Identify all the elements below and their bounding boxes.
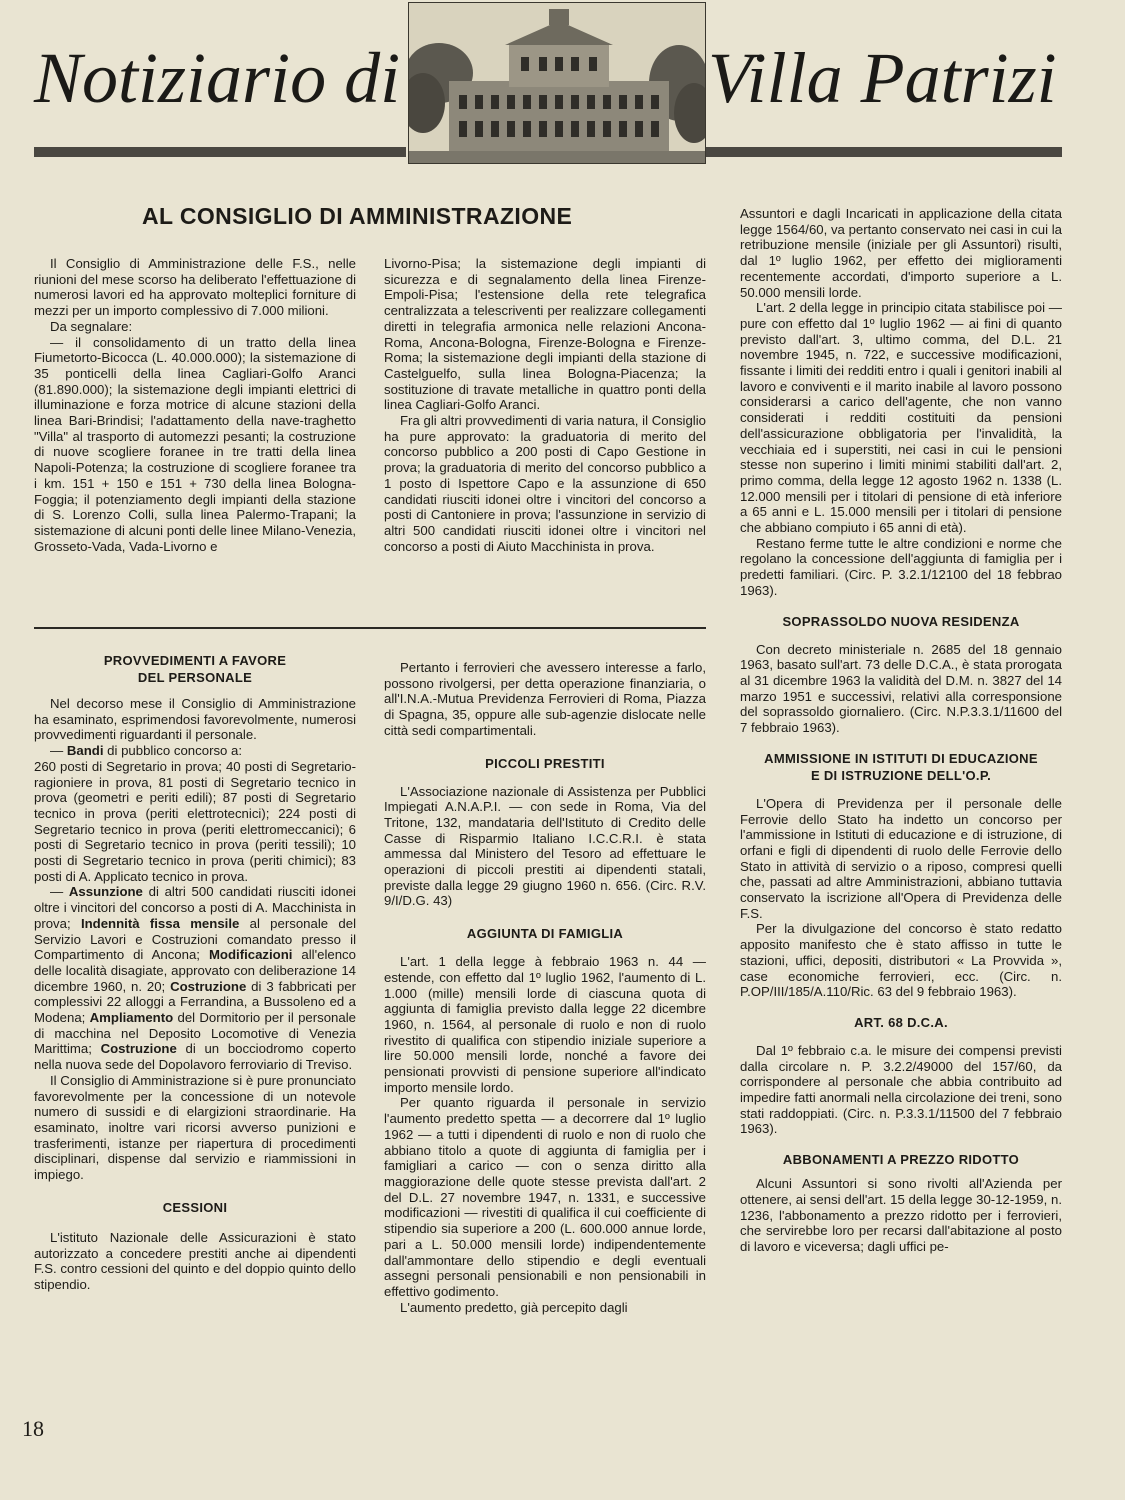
consiglio-paragraph: — il consolidamento di un tratto della linea Fiumetorto-Bicocca (L. 40.000.000); la sistemazione di 35 ponticelli della linea Cagliari-Golfo Aranci (81.890.000); la sistemazione degli impianti elettrici di illuminazione e forza motrice di alcune stazioni della linea Bari-Brindisi; l'adattamento della nave-traghetto "Villa" al trasporto di automezzi pesanti; la costruzione di nuove scogliere foranee in tre tratti della linea Napoli-Potenza; la costruzione di scogliere foranee tra i km. 151 + 150 e 151 + 730 della linea Bologna-Foggia; il potenziamento degli impianti della stazione di S. Lorenzo Colli, sulla linea Palermo-Trapani; la sistemazione di alcuni ponti delle linee Milano-Venezia, Grosseto-Vada, Vada-Livorno e bbox=[34, 334, 356, 554]
modificazioni-text: all'elenco delle località disagiate, approvato con deliberazione 14 dicembre 1960, n. 20; bbox=[34, 947, 356, 994]
provvedimenti-paragraph: Nel decorso mese il Consiglio di Amministrazione ha esaminato, esprimendosi favorevolmente, numerosi provvedimenti riguardanti il personale. bbox=[34, 696, 356, 743]
art68-heading: ART. 68 D.C.A. bbox=[854, 1014, 948, 1030]
ammissione-heading: AMMISSIONE IN ISTITUTI DI EDUCAZIONE bbox=[764, 750, 1038, 766]
bandi-list: 260 posti di Segretario in prova; 40 posti di Segretario-ragioniere in prova, 81 posti di Segretario tecnico in prova (geometri e periti edili); 87 posti di Segretario tecnico in prova (periti elettrotecnici); 224 posti di Segretario tecnico in prova (periti elettromeccanici); 6 posti di Segretario tecnico in prova (periti tessili); 10 posti di Segretario tecnico in prova (periti chimici); 83 posti di A. Applicato tecnico in prova. bbox=[34, 758, 356, 884]
provvedimenti-heading-line2: DEL PERSONALE bbox=[137, 670, 253, 685]
abbonamenti-heading: ABBONAMENTI A PREZZO RIDOTTO bbox=[782, 1152, 1020, 1168]
bandi-paragraph bbox=[34, 743, 356, 759]
pertanto-paragraph: Pertanto i ferrovieri che avessero interesse a farlo, possono rivolgersi, per detta operazione finanziaria, o all'I.N.A.-Mutua Previdenza Ferrovieri di Roma, Piazza di Spagna, 35, oppure alle sub-agenzie dislocate nelle città sedi compartimentali. bbox=[384, 660, 706, 738]
aggiunta-paragraph: Per quanto riguarda il personale in servizio l'aumento predetto spetta — a decorrere dal 1º luglio 1962 — a tutti i dipendenti di ruolo e non di ruolo che abbiano titolo a quote di aggiunta di famiglia per i famigliari a carico — con o senza diritto alla maggiorazione delle quote stesse prevista dall'art. 2 del D.L. 27 novembre 1947, n. 1331, e successive modificazioni — rivestiti di qualifica il cui coefficiente di stipendio sia superiore a 200 (L. 600.000 annue lorde, pari a L. 50.000 mensili lorde) indipendentemente dall'ammontare dello stipendio e degli eventuali assegni personali pensionabili e non pensionabili in effettivo godimento. bbox=[384, 1095, 706, 1299]
consiglio-paragraph: Il Consiglio di Amministrazione delle F.S., nelle riunioni del mese scorso ha deliberato l'effettuazione di numerosi lavori ed ha approvato molteplici forniture di mezzi per un importo complessivo di 7.000 milioni. bbox=[34, 256, 356, 319]
provvedimenti-column bbox=[34, 652, 356, 1293]
costruzione-keyword-2: Costruzione bbox=[100, 1041, 177, 1057]
middle-lower-column bbox=[384, 660, 706, 1315]
assunzione-dash: — bbox=[50, 884, 69, 900]
aggiunta-continuation: Assuntori e dagli Incaricati in applicazione della citata legge 1564/60, va pertanto conservato nei casi in cui la retribuzione mensile (iniziale per gli Assuntori) risulti, dal 1º luglio 1962, per effetto dei miglioramenti recentemente accordati, d'importo superiore a L. 50.000 mensili lorde. bbox=[740, 206, 1062, 300]
ampliamento-text: del Dormitorio per il personale di macchina nel Deposito Locomotive di Venezia Marittima; bbox=[34, 1010, 356, 1057]
provvedimenti-heading: PROVVEDIMENTI A FAVORE bbox=[103, 653, 287, 668]
assunzione-keyword: Assunzione bbox=[68, 884, 143, 900]
cessioni-paragraph: L'istituto Nazionale delle Assicurazioni è stato autorizzato a concedere prestiti anche ai dipendenti F.S. contro cessioni del quinto e del doppio quinto dello stipendio. bbox=[34, 1229, 356, 1292]
art68-paragraph: Dal 1º febbraio c.a. le misure dei compensi previsti dalla circolare n. P. 3.2.2/49000 del 157/60, da corrispondere al personale che abbia contribuito ad impedire fatti anormali nella circolazione dei treni, sono stati raddoppiati. (Circ. n. P.3.3.1/11500 del 7 febbraio 1963). bbox=[740, 1042, 1062, 1137]
provvedimenti-paragraph: Il Consiglio di Amministrazione si è pure pronunciato favorevolmente per la concessione di un notevole numero di sussidi e di elargizioni straordinarie. Ha esaminato, inoltre vari ricorsi avverso punizioni e trasferimenti, istanze per riapertura di procedimenti disciplinari, dispense dal servizio e riammissioni in impiego. bbox=[34, 1072, 356, 1183]
villa-patrizi-illustration bbox=[408, 2, 706, 164]
bocciodromo-text: di un bocciodromo coperto nella nuova sede del Dopolavoro ferroviario di Treviso. bbox=[34, 1041, 357, 1073]
aggiunta-paragraph: L'aumento predetto, già percepito dagli bbox=[400, 1299, 628, 1315]
indennita-text: al personale del Servizio Lavori e Costruzioni comandato presso il Compartimento di Ancona; bbox=[34, 915, 356, 963]
aggiunta-continuation: L'art. 2 della legge in principio citata stabilisce poi — pure con effetto dal 1º luglio 1962 — ai fini di quanto previsto dall'art. 3, ultimo comma, del D.L. 21 novembre 1945, n. 722, e successive modificazioni, fissante i limiti dei redditi entro i quali i genitori inabili al lavoro e conviventi e il marito inabile al lavoro possono considerarsi a carico dell'agente, che non vanno considerati i redditi costituiti da pensioni dell'assicurazione obbligatoria per l'invalidità, la vecchiaia ed i superstiti, nei casi in cui le pensioni stesse non superino i limiti minimi stabiliti dall'art. 2, primo comma, della legge 12 agosto 1962 n. 1338 (L. 12.000 mensili per i titolari di pensione di età inferiore a 65 anni e L. 15.000 mensili per i titolari di pensione che abbiano compiuto i 65 anni di età). bbox=[740, 300, 1062, 536]
section-divider bbox=[34, 627, 706, 629]
bandi-intro: di pubblico concorso a: bbox=[103, 743, 243, 759]
consiglio-paragraph: Da segnalare: bbox=[50, 318, 133, 334]
costruzione-keyword: Costruzione bbox=[170, 978, 247, 994]
abbonamenti-paragraph: Alcuni Assuntori si sono rivolti all'Azienda per ottenere, ai sensi dell'art. 15 della legge 30-12-1959, n. 1236, l'abbonamento a prezzo ridotto per i ferrovieri, che servirebbe loro per recarsi dall'abitazione al posto di lavoro e viceversa; dagli uffici pe- bbox=[740, 1176, 1062, 1254]
bandi-keyword: Bandi bbox=[66, 743, 104, 759]
aggiunta-continuation: Restano ferme tutte le altre condizioni e norme che regolano la concessione dell'aggiunta di famiglia per i predetti familiari. (Circ. P. 3.2.1/12100 del 18 febbrao 1963). bbox=[740, 535, 1062, 598]
ammissione-heading-line2: E DI ISTRUZIONE DELL'O.P. bbox=[810, 767, 992, 783]
consiglio-column-1 bbox=[34, 256, 356, 554]
piccoli-prestiti-heading: PICCOLI PRESTITI bbox=[485, 755, 605, 771]
bandi-dash: — bbox=[50, 743, 67, 759]
ampliamento-keyword: Ampliamento bbox=[89, 1010, 174, 1026]
piccoli-prestiti-paragraph: L'Associazione nazionale di Assistenza per Pubblici Impiegati A.N.A.P.I. — con sede in Roma, Via del Tritone, 132, mandataria dell'Istituto di Credito delle Casse di Risparmio Italiano I.C.C.R.I. è stata ammessa dal Ministero del Tesoro ad effettuare le operazioni di piccoli prestiti ai dipendenti statali, previste dalla legge 29 giugno 1960 n. 656. (Circ. R.V. 9/I/D.G. 43) bbox=[384, 783, 706, 909]
cessioni-heading: CESSIONI bbox=[162, 1199, 228, 1215]
masthead-bar-right bbox=[706, 147, 1062, 157]
masthead-bar-left bbox=[34, 147, 406, 157]
assunzione-paragraph bbox=[34, 884, 356, 1072]
aggiunta-heading: AGGIUNTA DI FAMIGLIA bbox=[466, 926, 624, 942]
ammissione-paragraph: Per la divulgazione del concorso è stato redatto apposito manifesto che è stato affisso in tutte le stazioni, uffici, depositi, distributori « La Provvida », case economiche ferrovieri, ecc. (Circ. n. P.OP/III/185/A.110/Ric. 63 del 9 febbraio 1963). bbox=[740, 921, 1062, 1000]
main-headline: AL CONSIGLIO DI AMMINISTRAZIONE bbox=[142, 203, 573, 229]
consiglio-column-2 bbox=[384, 256, 706, 554]
assunzione-text: di altri 500 candidati riusciti idonei oltre i vincitori del concorso a posti di A. Macchinista in prova; bbox=[34, 884, 356, 931]
indennita-keyword: Indennità fissa mensile bbox=[80, 915, 240, 931]
ammissione-paragraph: L'Opera di Previdenza per il personale delle Ferrovie dello Stato ha indetto un concorso per l'ammissione in Istituti di educazione e di istruzione, di orfani e figli di dipendenti di ruolo delle Ferrovie dello Stato in attività di servizio o a riposo, compresi quelli che, passati ad altre Amministrazioni, abbiano tuttavia conservato la iscrizione all'Opera di Previdenza delle F.S. bbox=[740, 795, 1062, 921]
page-number: 18 bbox=[22, 1416, 44, 1441]
masthead-title-right: Villa Patrizi bbox=[708, 38, 1057, 118]
costruzione-text: di 3 fabbricati per complessivi 22 alloggi a Ferrandina, a Bussoleno ed a Modena; bbox=[34, 978, 356, 1026]
right-column bbox=[740, 206, 1062, 1255]
soprassoldo-paragraph: Con decreto ministeriale n. 2685 del 18 gennaio 1963, basato sull'art. 73 delle D.C.A., è stata prorogata al 31 dicembre 1963 la validità del D.M. n. 3827 del 14 marzo 1951 e successivi, relativi alla corresponsione del soprassoldo giornaliero. (Circ. N.P.3.3.1/11600 del 7 febbraio 1963). bbox=[740, 641, 1062, 736]
consiglio-paragraph: Livorno-Pisa; la sistemazione degli impianti di sicurezza e di segnalamento della linea Firenze-Empoli-Pisa; l'estensione della rete telegrafica centralizzata a telescriventi per realizzare collegamenti diretti in telegrafia armonica nelle relazioni Ancona-Roma, Ancona-Bologna, Firenze-Bologna e Firenze-Roma; la sistemazione degli impianti della stazione di Castelguelfo, sulla linea Bologna-Piacenza; la sostituzione di travate metalliche in quattro ponti della linea Cagliari-Golfo Aranci. bbox=[384, 256, 706, 413]
aggiunta-paragraph: L'art. 1 della legge à febbraio 1963 n. 44 — estende, con effetto dal 1º luglio 1962, l'aumento di L. 1.000 (mille) mensili lorde di ciascuna quota di aggiunta di famiglia previsto dalla legge 22 dicembre 1960, n. 1564, al personale di ruolo e non di ruolo rivestito di qualifica con stipendio iniziale superiore a lire 50.000 mensili lorde, nonché a favore dei pensionati provvisti di pensione superiore all'indicato importo mensile lordo. bbox=[384, 954, 706, 1095]
modificazioni-keyword: Modificazioni bbox=[208, 947, 293, 963]
masthead-title-left: Notiziario di bbox=[34, 38, 401, 118]
soprassoldo-heading: SOPRASSOLDO NUOVA RESIDENZA bbox=[782, 613, 1020, 629]
consiglio-paragraph: Fra gli altri provvedimenti di varia natura, il Consiglio ha pure approvato: la graduatoria di merito del concorso pubblico a 200 posti di Capo Gestione in prova; la graduatoria di merito del concorso pubblico a 1 posto di Ispettore Capo e la assunzione di 650 candidati riusciti idonei oltre i vincitori del concorso a posti di Cantoniere in prova; l'assunzione in servizio di altri 500 candidati riusciti idonei oltre i vincitori nel concorso a posti di Aiuto Macchinista in prova. bbox=[384, 413, 706, 554]
